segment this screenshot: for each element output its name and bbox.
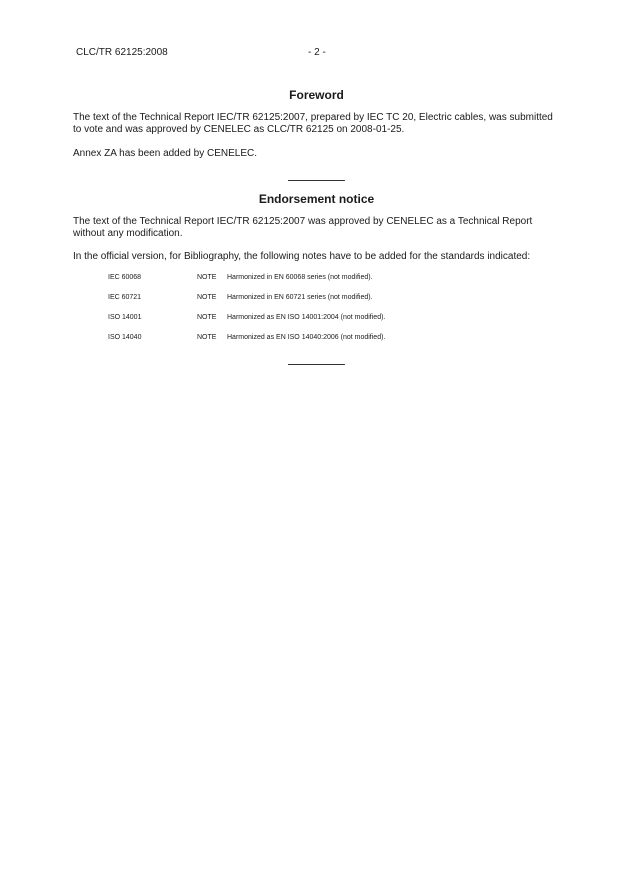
note-label: NOTE <box>197 294 217 301</box>
endorsement-paragraph-1: The text of the Technical Report IEC/TR 62125:2007 was approved by CENELEC as a Technical Report without any modification. <box>73 216 533 239</box>
note-label: NOTE <box>197 314 217 321</box>
foreword-paragraph-2: Annex ZA has been added by CENELEC. <box>73 148 258 159</box>
document-id: CLC/TR 62125:2008 <box>76 47 168 58</box>
foreword-title: Foreword <box>289 88 344 102</box>
note-text: Harmonized as EN ISO 14040:2006 (not modified). <box>227 334 386 341</box>
note-text: Harmonized in EN 60068 series (not modified). <box>227 274 373 281</box>
foreword-paragraph-1: The text of the Technical Report IEC/TR 62125:2007, prepared by IEC TC 20, Electric cables, was submitted to vote and was approved by CENELEC as CLC/TR 62125 on 2008-01-25. <box>73 112 553 135</box>
note-text: Harmonized in EN 60721 series (not modified). <box>227 294 373 301</box>
note-text: Harmonized as EN ISO 14001:2004 (not modified). <box>227 314 386 321</box>
endorsement-paragraph-2: In the official version, for Bibliography, the following notes have to be added for the standards indicated: <box>73 251 531 262</box>
standard-id: IEC 60068 <box>108 274 142 281</box>
standard-id: IEC 60721 <box>108 294 142 301</box>
note-label: NOTE <box>197 274 217 281</box>
section-divider <box>288 364 345 365</box>
endorsement-title: Endorsement notice <box>258 192 375 206</box>
section-divider <box>288 180 345 181</box>
note-label: NOTE <box>197 334 217 341</box>
page-number: - 2 - <box>308 47 326 58</box>
standard-id: ISO 14040 <box>108 334 142 341</box>
standard-id: ISO 14001 <box>108 314 142 321</box>
